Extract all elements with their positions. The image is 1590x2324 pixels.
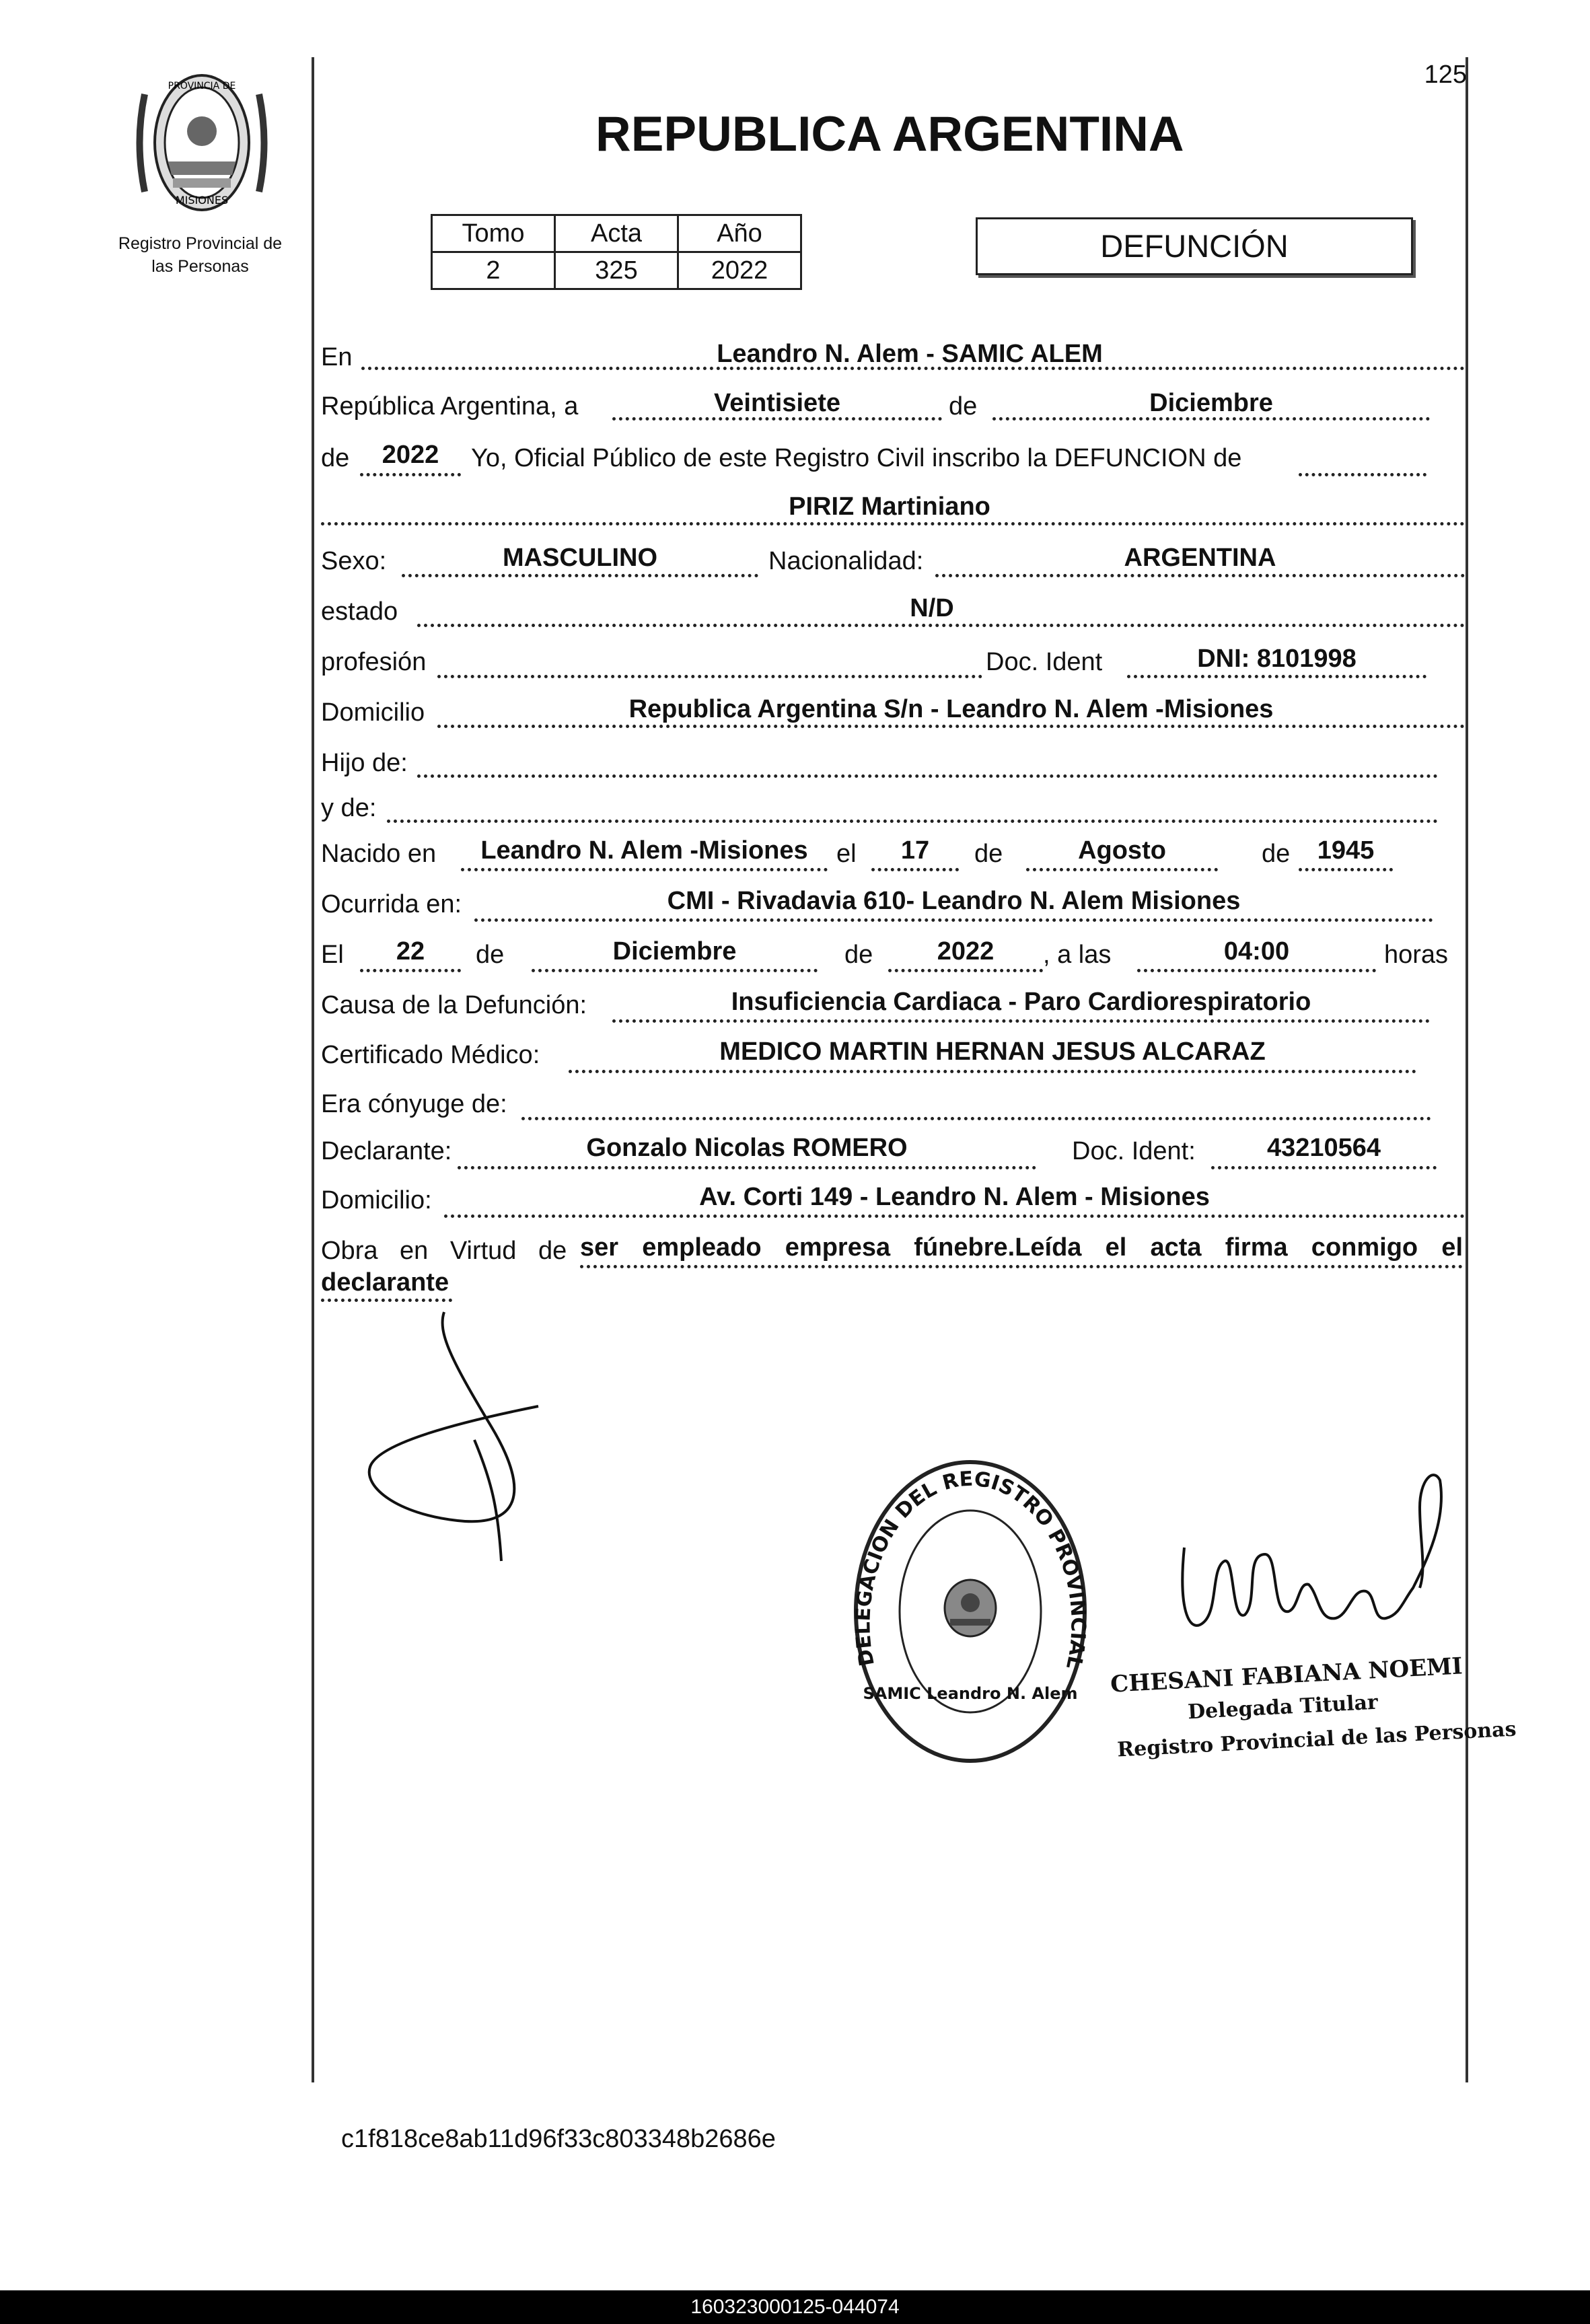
death-year-value: 2022 [937, 937, 995, 966]
dotted-line [417, 624, 1465, 627]
registrar-office: Registro Provincial de las Personas [1116, 1717, 1517, 1762]
registry-table [431, 214, 802, 290]
dotted-line [402, 574, 758, 577]
label-obra: Obra en Virtud de [321, 1237, 567, 1265]
dotted-line [458, 1166, 1036, 1169]
dotted-line [532, 969, 818, 972]
label-domicilio-declarant: Domicilio: [321, 1186, 432, 1214]
svg-text:PROVINCIA DE: PROVINCIA DE [168, 81, 236, 92]
virtue-line-1: ser empleado empresa fúnebre.Leída el acta firma conmigo el [580, 1233, 1463, 1262]
registrar-title: Delegada Titular [1187, 1690, 1379, 1724]
dotted-line [1299, 868, 1393, 871]
sex-value: MASCULINO [502, 544, 658, 572]
dotted-line [580, 1265, 1463, 1268]
dotted-line [444, 1214, 1465, 1218]
official-stamp [851, 1457, 1090, 1766]
label-nacido-en: Nacido en [321, 840, 437, 868]
dotted-line [888, 969, 1043, 972]
dotted-line [521, 1117, 1431, 1120]
label-profesion: profesión [321, 648, 427, 676]
label-de-birth-month: de [974, 840, 1003, 868]
label-sexo: Sexo: [321, 547, 387, 575]
label-a-las: , a las [1043, 941, 1112, 969]
org-name: Registro Provincial de las Personas [118, 234, 283, 276]
declarant-doc-value: 43210564 [1266, 1134, 1381, 1162]
death-day-value: 22 [396, 937, 425, 966]
label-nacionalidad: Nacionalidad: [768, 547, 924, 575]
left-margin-line [312, 57, 314, 2082]
nationality-value: ARGENTINA [1124, 544, 1276, 572]
place-value: Leandro N. Alem - SAMIC ALEM [717, 340, 1103, 368]
year-value: 2022 [382, 441, 439, 469]
birth-year-value: 1945 [1317, 836, 1375, 865]
registrar-signature [1171, 1467, 1453, 1682]
registrar-name: CHESANI FABIANA NOEMI [1110, 1653, 1463, 1698]
document-type: DEFUNCIÓN [976, 217, 1413, 275]
page-title: REPUBLICA ARGENTINA [595, 107, 1184, 161]
dotted-line [387, 820, 1438, 823]
label-de-death-year: de [844, 941, 873, 969]
label-estado: estado [321, 597, 398, 626]
dotted-line [1026, 868, 1218, 871]
label-horas: horas [1384, 941, 1449, 969]
label-en: En [321, 343, 353, 371]
birth-place-value: Leandro N. Alem -Misiones [480, 836, 808, 865]
dotted-line [321, 522, 1465, 525]
dotted-line [360, 969, 461, 972]
declarant-signature [357, 1305, 579, 1574]
label-certificado: Certificado Médico: [321, 1041, 540, 1069]
dotted-line [437, 725, 1465, 728]
label-republica: República Argentina, a [321, 392, 579, 421]
tomo-value: 2 [432, 252, 555, 289]
label-de-year: de [321, 444, 350, 472]
label-el-cap: El [321, 941, 344, 969]
anio-header: Año [678, 215, 801, 252]
death-month-value: Diciembre [612, 937, 737, 966]
svg-text:DELEGACION DEL REGISTRO PROVIN: DELEGACION DEL REGISTRO PROVINCIAL [851, 1467, 1090, 1671]
declarant-address-value: Av. Corti 149 - Leandro N. Alem - Misiones [699, 1183, 1210, 1211]
label-doc-ident: Doc. Ident [986, 648, 1103, 676]
label-declarante: Declarante: [321, 1137, 452, 1165]
dotted-line [417, 774, 1438, 778]
civil-status-value: N/D [910, 594, 954, 622]
page-number: 125 [1424, 61, 1467, 89]
label-hijo-de: Hijo de: [321, 749, 408, 777]
dotted-line [360, 473, 461, 476]
death-place-value: CMI - Rivadavia 610- Leandro N. Alem Misiones [667, 887, 1241, 915]
label-domicilio: Domicilio [321, 698, 425, 727]
label-ocurrida-en: Ocurrida en: [321, 890, 462, 918]
label-doc-ident-declarant: Doc. Ident: [1072, 1137, 1196, 1165]
acta-header: Acta [555, 215, 678, 252]
cause-value: Insuficiencia Cardiaca - Paro Cardiorespiratorio [731, 988, 1311, 1016]
label-causa: Causa de la Defunción: [321, 991, 587, 1019]
svg-text:MISIONES: MISIONES [175, 194, 229, 207]
label-yo: Yo, Oficial Público de este Registro Civil inscribo la DEFUNCION de [471, 444, 1242, 472]
dotted-line [1299, 473, 1426, 476]
dotted-line [1137, 969, 1376, 972]
dotted-line [1211, 1166, 1437, 1169]
barcode-footer: 160323000125-044074 [0, 2290, 1590, 2324]
day-value: Veintisiete [714, 389, 840, 417]
dotted-line [569, 1070, 1416, 1073]
dotted-line [935, 574, 1465, 577]
label-de-birth-year: de [1262, 840, 1291, 868]
svg-text:SAMIC Leandro N. Alem: SAMIC Leandro N. Alem [863, 1684, 1078, 1703]
dotted-line [461, 868, 828, 871]
virtue-line-2: declarante [321, 1268, 449, 1297]
address-value: Republica Argentina S/n - Leandro N. Alem -Misiones [628, 695, 1274, 723]
document-hash: c1f818ce8ab11d96f33c803348b2686e [341, 2125, 776, 2153]
dotted-line [871, 868, 959, 871]
birth-day-value: 17 [900, 836, 930, 865]
label-de-death-month: de [476, 941, 505, 969]
birth-month-value: Agosto [1078, 836, 1166, 865]
declarant-value: Gonzalo Nicolas ROMERO [586, 1134, 908, 1162]
right-margin-line [1466, 57, 1468, 2082]
deceased-name: PIRIZ Martiniano [789, 493, 990, 521]
label-el: el [836, 840, 857, 868]
dotted-line [1127, 675, 1426, 678]
province-logo [131, 67, 273, 219]
label-y-de: y de: [321, 794, 377, 822]
label-de: de [949, 392, 978, 421]
tomo-header: Tomo [432, 215, 555, 252]
certificate-value: MEDICO MARTIN HERNAN JESUS ALCARAZ [719, 1038, 1266, 1066]
dotted-line [474, 918, 1433, 922]
label-conyuge: Era cónyuge de: [321, 1090, 507, 1118]
doc-value: DNI: 8101998 [1197, 645, 1357, 673]
month-value: Diciembre [1149, 389, 1273, 417]
death-time-value: 04:00 [1223, 937, 1290, 966]
anio-value: 2022 [678, 252, 801, 289]
dotted-line [321, 1299, 452, 1302]
acta-value: 325 [555, 252, 678, 289]
dotted-line [437, 675, 982, 678]
dotted-line [612, 1019, 1430, 1023]
